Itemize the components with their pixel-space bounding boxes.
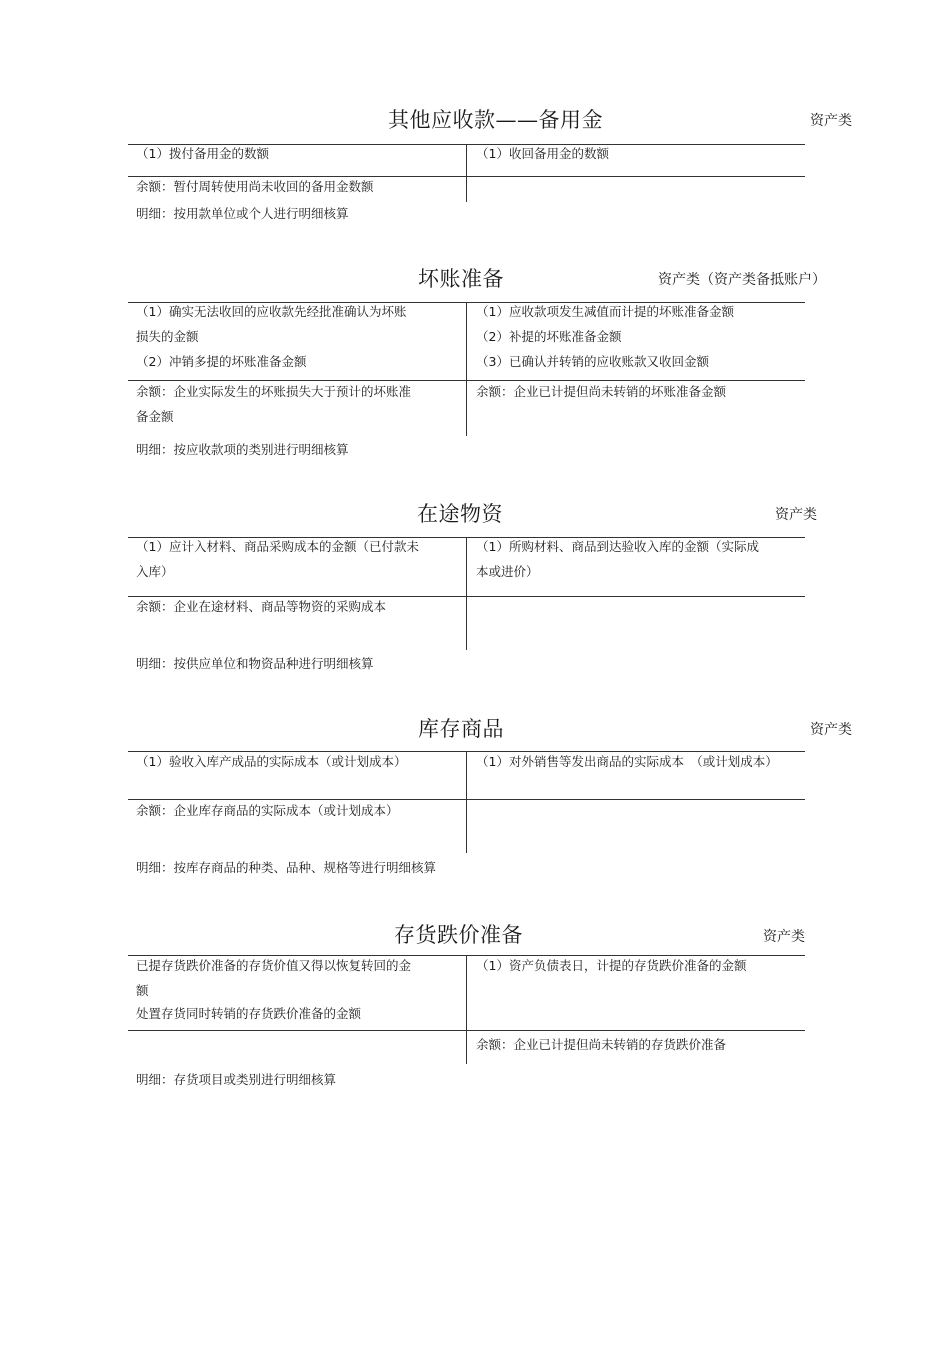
debit-balance	[136, 379, 411, 429]
debit-balance	[136, 174, 374, 199]
t-account	[128, 537, 805, 650]
account-category: 资产类	[810, 113, 852, 129]
entry-line: （1）确实无法收回的应收款先经批准确认为坏账	[136, 304, 407, 319]
debit-entries	[136, 953, 411, 1026]
center-rule	[466, 537, 467, 650]
balance-line: 余额：企业已计提但尚未转销的存货跌价准备	[476, 1037, 727, 1052]
detail-note: 明细：按供应单位和物资品种进行明细核算	[136, 656, 374, 671]
entry-line: （1）对外销售等发出商品的实际成本 （或计划成本）	[476, 754, 778, 769]
debit-entries	[136, 749, 406, 774]
detail-note: 明细：按库存商品的种类、品种、规格等进行明细核算	[136, 860, 437, 875]
account-title: 在途物资	[417, 502, 503, 526]
entry-line: （1）拨付备用金的数额	[136, 146, 269, 161]
center-rule	[466, 955, 467, 1064]
entry-line: 额	[136, 983, 149, 998]
account-category: 资产类	[810, 722, 852, 738]
account-title: 其他应收款——备用金	[388, 108, 603, 132]
debit-balance	[136, 798, 399, 823]
credit-balance	[476, 379, 726, 404]
entry-line: （1）所购材料、商品到达验收入库的金额（实际成	[476, 539, 759, 554]
balance-line: 备金额	[136, 409, 174, 424]
credit-entries	[476, 953, 746, 978]
credit-entries	[476, 749, 778, 774]
entry-line: （3）已确认并转销的应收账款又收回金额	[476, 354, 709, 369]
credit-balance	[476, 1032, 726, 1057]
entry-line: （1）验收入库产成品的实际成本（或计划成本）	[136, 754, 407, 769]
entry-line: 入库）	[136, 564, 174, 579]
credit-entries	[476, 141, 609, 166]
entry-line: 处置存货同时转销的存货跌价准备的金额	[136, 1006, 362, 1021]
entry-line: （2）冲销多提的坏账准备金额	[136, 354, 307, 369]
balance-line: 余额：企业实际发生的坏账损失大于预计的坏账准	[136, 384, 412, 399]
entry-line: 已提存货跌价准备的存货价值又得以恢复转回的金	[136, 958, 412, 973]
account-category: 资产类	[775, 507, 817, 523]
debit-balance	[136, 594, 386, 619]
entry-line: 损失的金额	[136, 329, 199, 344]
balance-line: 余额：企业库存商品的实际成本（或计划成本）	[136, 803, 399, 818]
account-category: 资产类（资产类备抵账户）	[658, 272, 826, 288]
detail-note: 明细：存货项目或类别进行明细核算	[136, 1072, 337, 1087]
debit-entries	[136, 299, 406, 374]
t-account	[128, 144, 805, 202]
entry-line: （1）应收款项发生减值而计提的坏账准备金额	[476, 304, 734, 319]
debit-entries	[136, 534, 419, 584]
account-category: 资产类	[763, 929, 805, 945]
entry-line: （2）补提的坏账准备金额	[476, 329, 622, 344]
t-account	[128, 955, 805, 1064]
t-account	[128, 751, 805, 853]
balance-line: 余额：企业已计提但尚未转销的坏账准备金额	[476, 384, 727, 399]
credit-entries	[476, 299, 734, 374]
account-title: 存货跌价准备	[394, 923, 523, 947]
entry-line: （1）资产负债表日，计提的存货跌价准备的金额	[476, 958, 747, 973]
account-title: 坏账准备	[418, 267, 504, 291]
account-title: 库存商品	[418, 717, 504, 741]
t-account	[128, 302, 805, 436]
center-rule	[466, 144, 467, 202]
center-rule	[466, 751, 467, 853]
balance-line: 余额：暂付周转使用尚未收回的备用金数额	[136, 179, 374, 194]
entry-line: 本或进价）	[476, 564, 539, 579]
entry-line: （1）应计入材料、商品采购成本的金额（已付款未	[136, 539, 419, 554]
entry-line: （1）收回备用金的数额	[476, 146, 609, 161]
detail-note: 明细：按应收款项的类别进行明细核算	[136, 442, 349, 457]
debit-entries	[136, 141, 269, 166]
center-rule	[466, 302, 467, 436]
balance-line: 余额：企业在途材料、商品等物资的采购成本	[136, 599, 387, 614]
credit-entries	[476, 534, 759, 584]
detail-note: 明细：按用款单位或个人进行明细核算	[136, 206, 349, 221]
